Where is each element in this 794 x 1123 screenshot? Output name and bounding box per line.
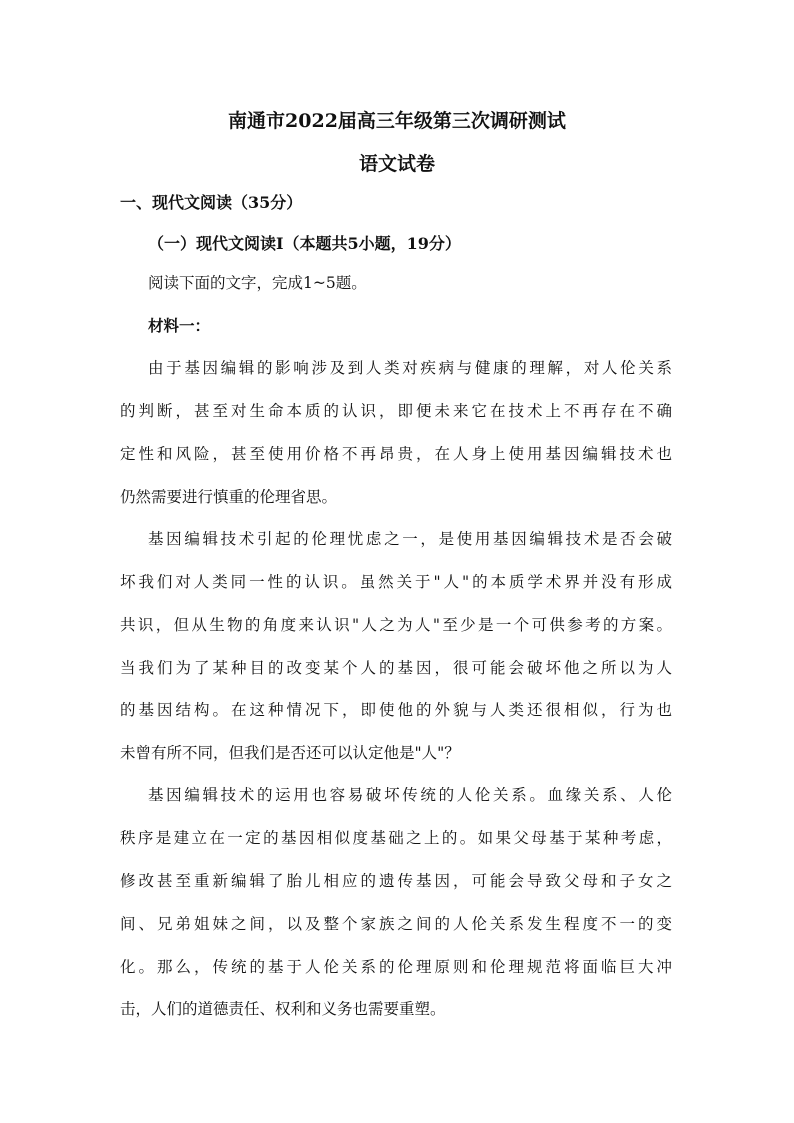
- section-heading: 一、现代文阅读（35分）: [120, 193, 303, 212]
- material-label: 材料一：: [148, 316, 211, 335]
- paragraph-line: 的判断，甚至对生命本质的认识，即便未来它在技术上不再存在不确: [120, 402, 672, 420]
- paragraph-line: 基因编辑技术的运用也容易破坏传统的人伦关系。血缘关系、人伦: [148, 786, 672, 804]
- paragraph-line: 坏我们对人类同一性的认识。虽然关于"人"的本质学术界并没有形成: [120, 573, 672, 591]
- instruction-text: 阅读下面的文字，完成1~5题。: [148, 274, 367, 292]
- paragraph-line: 共识，但从生物的角度来认识"人之为人"至少是一个可供参考的方案。: [120, 616, 672, 634]
- paragraph-line: 仍然需要进行慎重的伦理省思。: [120, 488, 338, 506]
- paragraph-line: 基因编辑技术引起的伦理忧虑之一，是使用基因编辑技术是否会破: [148, 530, 672, 548]
- paragraph-line: 秩序是建立在一定的基因相似度基础之上的。如果父母基于某种考虑，: [120, 829, 672, 847]
- paragraph-line: 的基因结构。在这种情况下，即使他的外貌与人类还很相似，行为也: [120, 701, 672, 719]
- subsection-heading: （一）现代文阅读Ⅰ（本题共5小题，19分）: [148, 234, 461, 253]
- paragraph-line: 当我们为了某种目的改变某个人的基因，很可能会破坏他之所以为人: [120, 659, 672, 677]
- document-subtitle: 语文试卷: [358, 153, 435, 175]
- paragraph-line: 击，人们的道德责任、权利和义务也需要重塑。: [120, 1000, 446, 1018]
- document-title: 南通市2022届高三年级第三次调研测试: [228, 110, 566, 132]
- paragraph-line: 化。那么，传统的基于人伦关系的伦理原则和伦理规范将面临巨大冲: [120, 958, 672, 976]
- paragraph-line: 修改甚至重新编辑了胎儿相应的遗传基因，可能会导致父母和子女之: [120, 872, 672, 890]
- paragraph-line: 间、兄弟姐妹之间，以及整个家族之间的人伦关系发生程度不一的变: [120, 915, 672, 933]
- paragraph-line: 定性和风险，甚至使用价格不再昂贵，在人身上使用基因编辑技术也: [120, 445, 672, 463]
- paragraph-line: 由于基因编辑的影响涉及到人类对疾病与健康的理解，对人伦关系: [148, 359, 672, 377]
- paragraph-line: 未曾有所不同，但我们是否还可以认定他是"人"？: [120, 744, 460, 762]
